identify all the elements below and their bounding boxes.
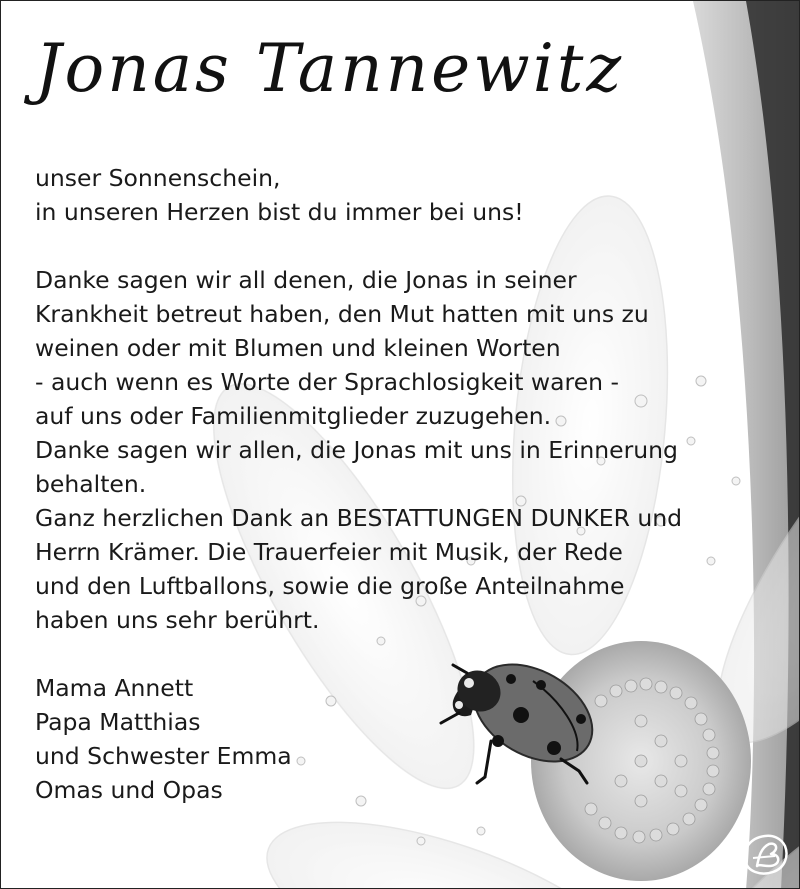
message-line: und den Luftballons, sowie die große Anteilnahme xyxy=(35,572,625,600)
publisher-logo-icon xyxy=(739,832,791,878)
message-line: Ganz herzlichen Dank an BESTATTUNGEN DUNKER und xyxy=(35,504,683,532)
message-line: behalten. xyxy=(35,470,147,498)
intro-line: unser Sonnenschein, xyxy=(35,164,281,192)
message-line: Danke sagen wir all denen, die Jonas in seiner xyxy=(35,266,577,294)
signature-block xyxy=(35,671,292,807)
signature-line: Papa Matthias xyxy=(35,708,201,736)
paragraph-gap xyxy=(35,229,725,263)
message-line: Danke sagen wir allen, die Jonas mit uns in Erinnerung xyxy=(35,436,678,464)
message-line: weinen oder mit Blumen und kleinen Worten xyxy=(35,334,561,362)
message-line: Herrn Krämer. Die Trauerfeier mit Musik, der Rede xyxy=(35,538,623,566)
message-line: Krankheit betreut haben, den Mut hatten mit uns zu xyxy=(35,300,649,328)
message-line: auf uns oder Familienmitglieder zuzugehen. xyxy=(35,402,552,430)
intro-line: in unseren Herzen bist du immer bei uns! xyxy=(35,198,524,226)
message-line: haben uns sehr berührt. xyxy=(35,606,320,634)
message-body xyxy=(35,161,725,637)
signature-line: Mama Annett xyxy=(35,674,194,702)
signature-line: und Schwester Emma xyxy=(35,742,292,770)
deceased-name-title: Jonas Tannewitz xyxy=(35,30,625,107)
message-line: - auch wenn es Worte der Sprachlosigkeit waren - xyxy=(35,368,620,396)
signature-line: Omas und Opas xyxy=(35,776,223,804)
